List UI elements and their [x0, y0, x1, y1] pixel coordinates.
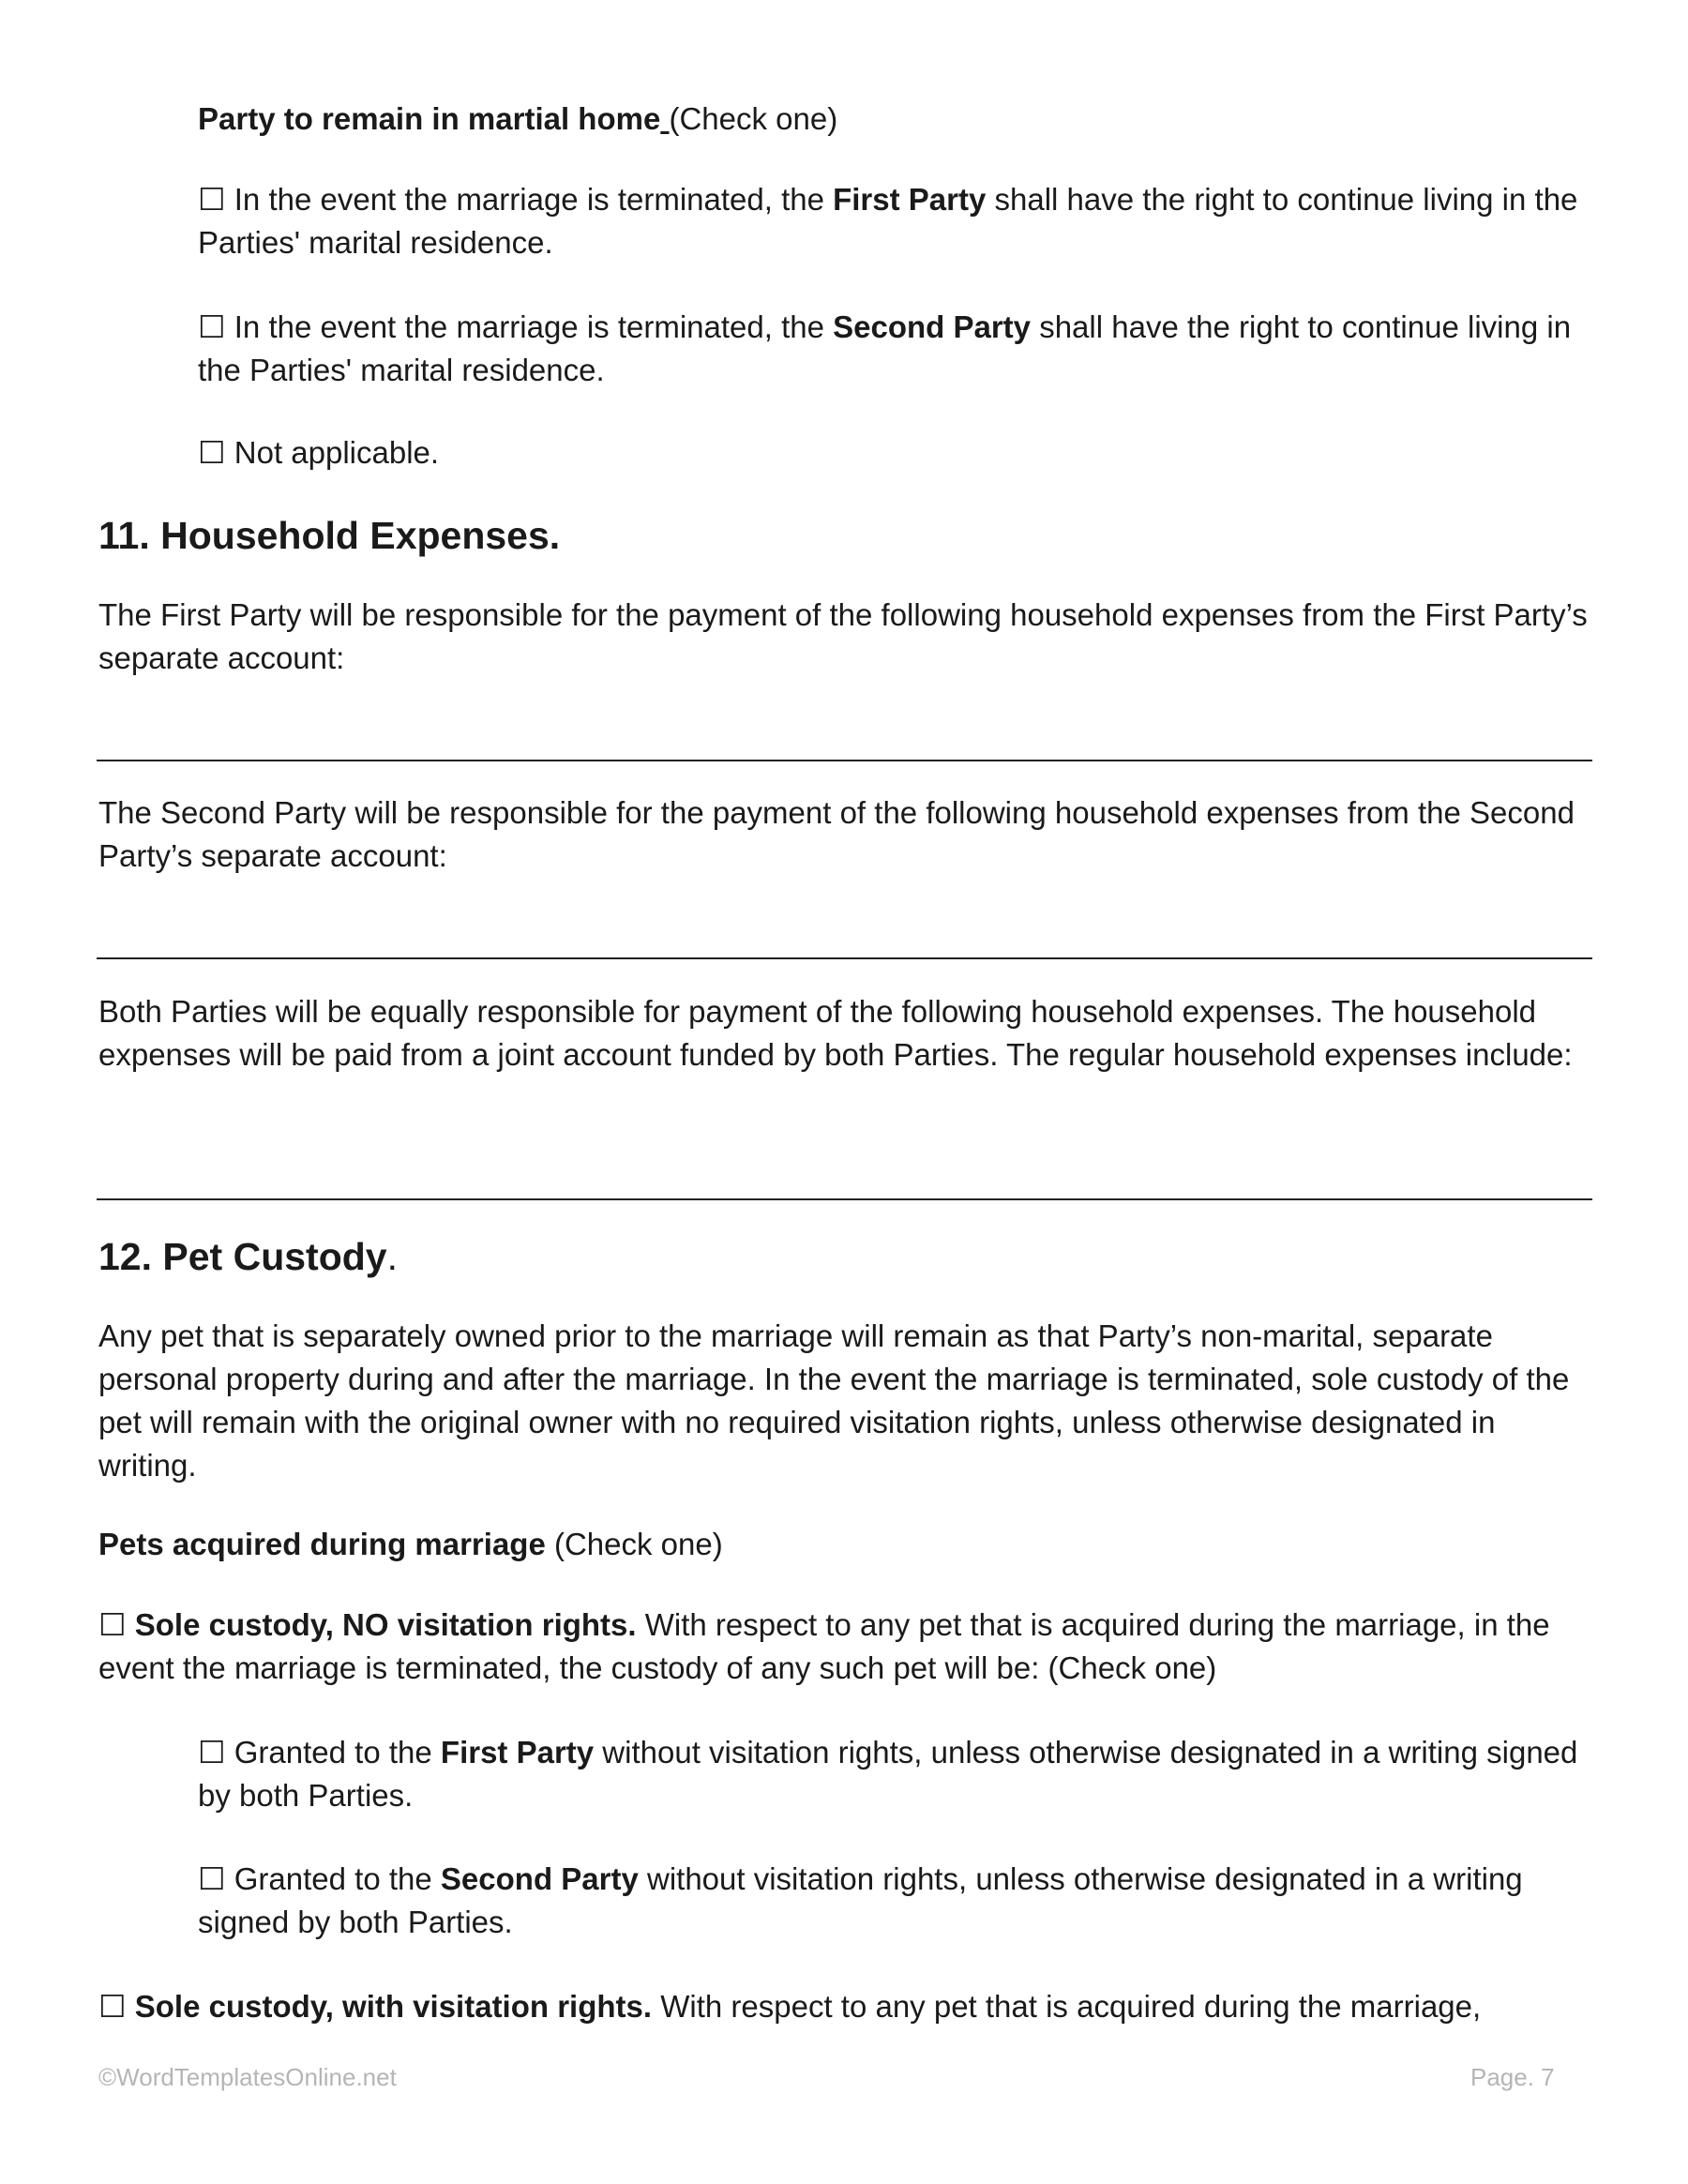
- pet-custody-text: Any pet that is separately owned prior to the marriage will remain as that Party’s non-marital, separate personal property during and after the marriage. In the event the marriage is terminated, sole custody of the pet will remain with the original owner with no required visitation rights, unless otherwise designated in writing.: [98, 1318, 1570, 1483]
- marital-home-option-second: ☐ In the event the marriage is terminated, the Second Party shall have the right to continue living in the Parties' marital residence.: [198, 309, 1572, 387]
- marital-home-option-na: ☐ Not applicable.: [198, 435, 440, 470]
- first-party-expenses-blank-line[interactable]: [97, 760, 1592, 761]
- marital-home-title: Party to remain in martial home: [198, 101, 661, 136]
- checkbox-icon[interactable]: ☐: [98, 1989, 127, 2024]
- pets-acquired-label: Pets acquired during marriage (Check one): [98, 1527, 723, 1561]
- checkbox-icon[interactable]: ☐: [98, 1607, 127, 1642]
- joint-expenses-text: Both Parties will be equally responsible for payment of the following household expenses. The household expenses will be paid from a joint account funded by both Parties. The regular household expenses include:: [98, 994, 1573, 1072]
- checkbox-icon[interactable]: ☐: [198, 1735, 226, 1770]
- checkbox-icon[interactable]: ☐: [198, 309, 226, 344]
- pet-option-no-visitation: ☐ Sole custody, NO visitation rights. With respect to any pet that is acquired during the marriage, in the event the marriage is terminated, the custody of any such pet will be: (Check one): [98, 1607, 1550, 1685]
- checkbox-icon[interactable]: ☐: [198, 1861, 226, 1896]
- second-party-expenses-blank-line[interactable]: [97, 957, 1592, 959]
- footer-page-number: Page. 7: [1470, 2063, 1555, 2091]
- checkbox-icon[interactable]: ☐: [198, 435, 226, 470]
- pet-option-with-visitation: ☐ Sole custody, with visitation rights. With respect to any pet that is acquired during the marriage,: [98, 1989, 1482, 2024]
- marital-home-option-first: ☐ In the event the marriage is terminated, the First Party shall have the right to continue living in the Parties' marital residence.: [198, 182, 1578, 260]
- section-12-heading: 12. Pet Custody.: [98, 1235, 398, 1278]
- marital-home-instruction: (Check one): [669, 101, 838, 136]
- pet-suboption-first-party: ☐ Granted to the First Party without visitation rights, unless otherwise designated in a writing signed by both Parties.: [198, 1735, 1578, 1813]
- checkbox-icon[interactable]: ☐: [198, 182, 226, 217]
- first-party-expenses-text: The First Party will be responsible for the payment of the following household expenses from the First Party’s separate account:: [98, 597, 1588, 675]
- marital-home-label: [198, 98, 1586, 141]
- pet-suboption-second-party: ☐ Granted to the Second Party without visitation rights, unless otherwise designated in a writing signed by both Parties.: [198, 1861, 1523, 1939]
- footer-copyright: ©WordTemplatesOnline.net: [98, 2063, 397, 2091]
- second-party-expenses-text: The Second Party will be responsible for the payment of the following household expenses from the Second Party’s separate account:: [98, 795, 1575, 873]
- joint-expenses-blank-line[interactable]: [97, 1198, 1592, 1200]
- section-11-heading: 11. Household Expenses.: [98, 514, 561, 557]
